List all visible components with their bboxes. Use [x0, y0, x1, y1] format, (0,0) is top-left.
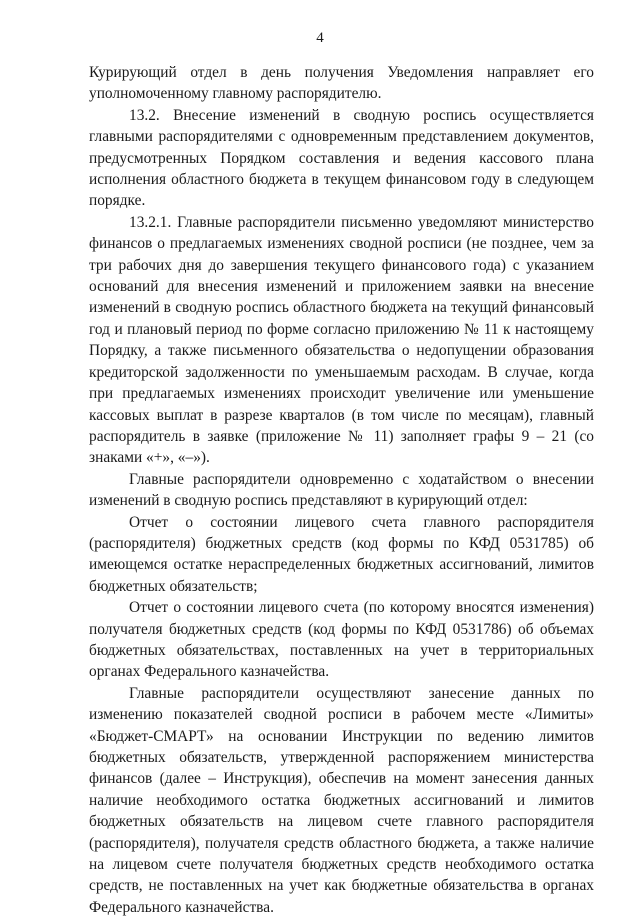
- page-number: 4: [316, 30, 324, 46]
- paragraph-13-2: 13.2. Внесение изменений в сводную роспись осуществляется главными распорядителями с одновременным представлением документов, предусмотренных Порядком составления и ведения кассового плана исполнения областного бюджета в текущем финансовом году в следующем порядке.: [89, 106, 594, 210]
- paragraph-13-2-1: 13.2.1. Главные распорядители письменно уведомляют министерство финансов о предлагаемых изменениях сводной росписи (не позднее, чем за три рабочих дня до завершения текущего финансового года) с указанием оснований для внесения изменений и приложением заявки на внесение изменений в сводную роспись областного бюджета на текущий финансовый год и плановый период по форме согласно приложению № 11 к настоящему Порядку, а также письменного обязательства о недопущении образования кредиторской задолженности по уменьшаемым расходам. В случае, когда при предлагаемых изменениях происходит увеличение или уменьшение кассовых выплат в разрезе кварталов (в том числе по месяцам), главный распорядитель в заявке (приложение № 11) заполняет графы 9 – 21 (со знаками «+», «–»).: [89, 213, 594, 467]
- paragraph-data-entry-limits: Главные распорядители осуществляют занесение данных по изменению показателей сводной росписи в рабочем месте «Лимиты» «Бюджет-СМАРТ» на основании Инструкции по ведению лимитов бюджетных обязательств, утвержденной распоряжением министерства финансов (далее – Инструкция), обеспечив на момент занесения данных наличие необходимого остатка бюджетных ассигнований и лимитов бюджетных обязательств на лицевом счете главного распорядителя (распорядителя), получателя средств областного бюджета, а также наличие на лицевом счете получателя бюджетных средств необходимого остатка средств, не поставленных на учет как бюджетные обязательства в органах Федерального казначейства.: [89, 684, 594, 916]
- paragraph-report-main-account: Отчет о состоянии лицевого счета главного распорядителя (распорядителя) бюджетных средств (код формы по КФД 0531785) об имеющемся остатке нераспределенных бюджетных ассигнований, лимитов бюджетных обязательств;: [89, 513, 594, 595]
- document-body: [89, 62, 594, 918]
- paragraph-report-recipient-account: Отчет о состоянии лицевого счета (по которому вносятся изменения) получателя бюджетных средств (код формы по КФД 0531786) об объемах бюджетных обязательствах, поставленных на учет в территориальных органах Федерального казначейства.: [89, 599, 594, 681]
- paragraph-notification-forwarding: Курирующий отдел в день получения Уведомления направляет его уполномоченному главному распорядителю.: [89, 64, 594, 103]
- paragraph-petition-documents: Главные распорядители одновременно с ходатайством о внесении изменений в сводную роспись представляют в курирующий отдел:: [89, 470, 594, 510]
